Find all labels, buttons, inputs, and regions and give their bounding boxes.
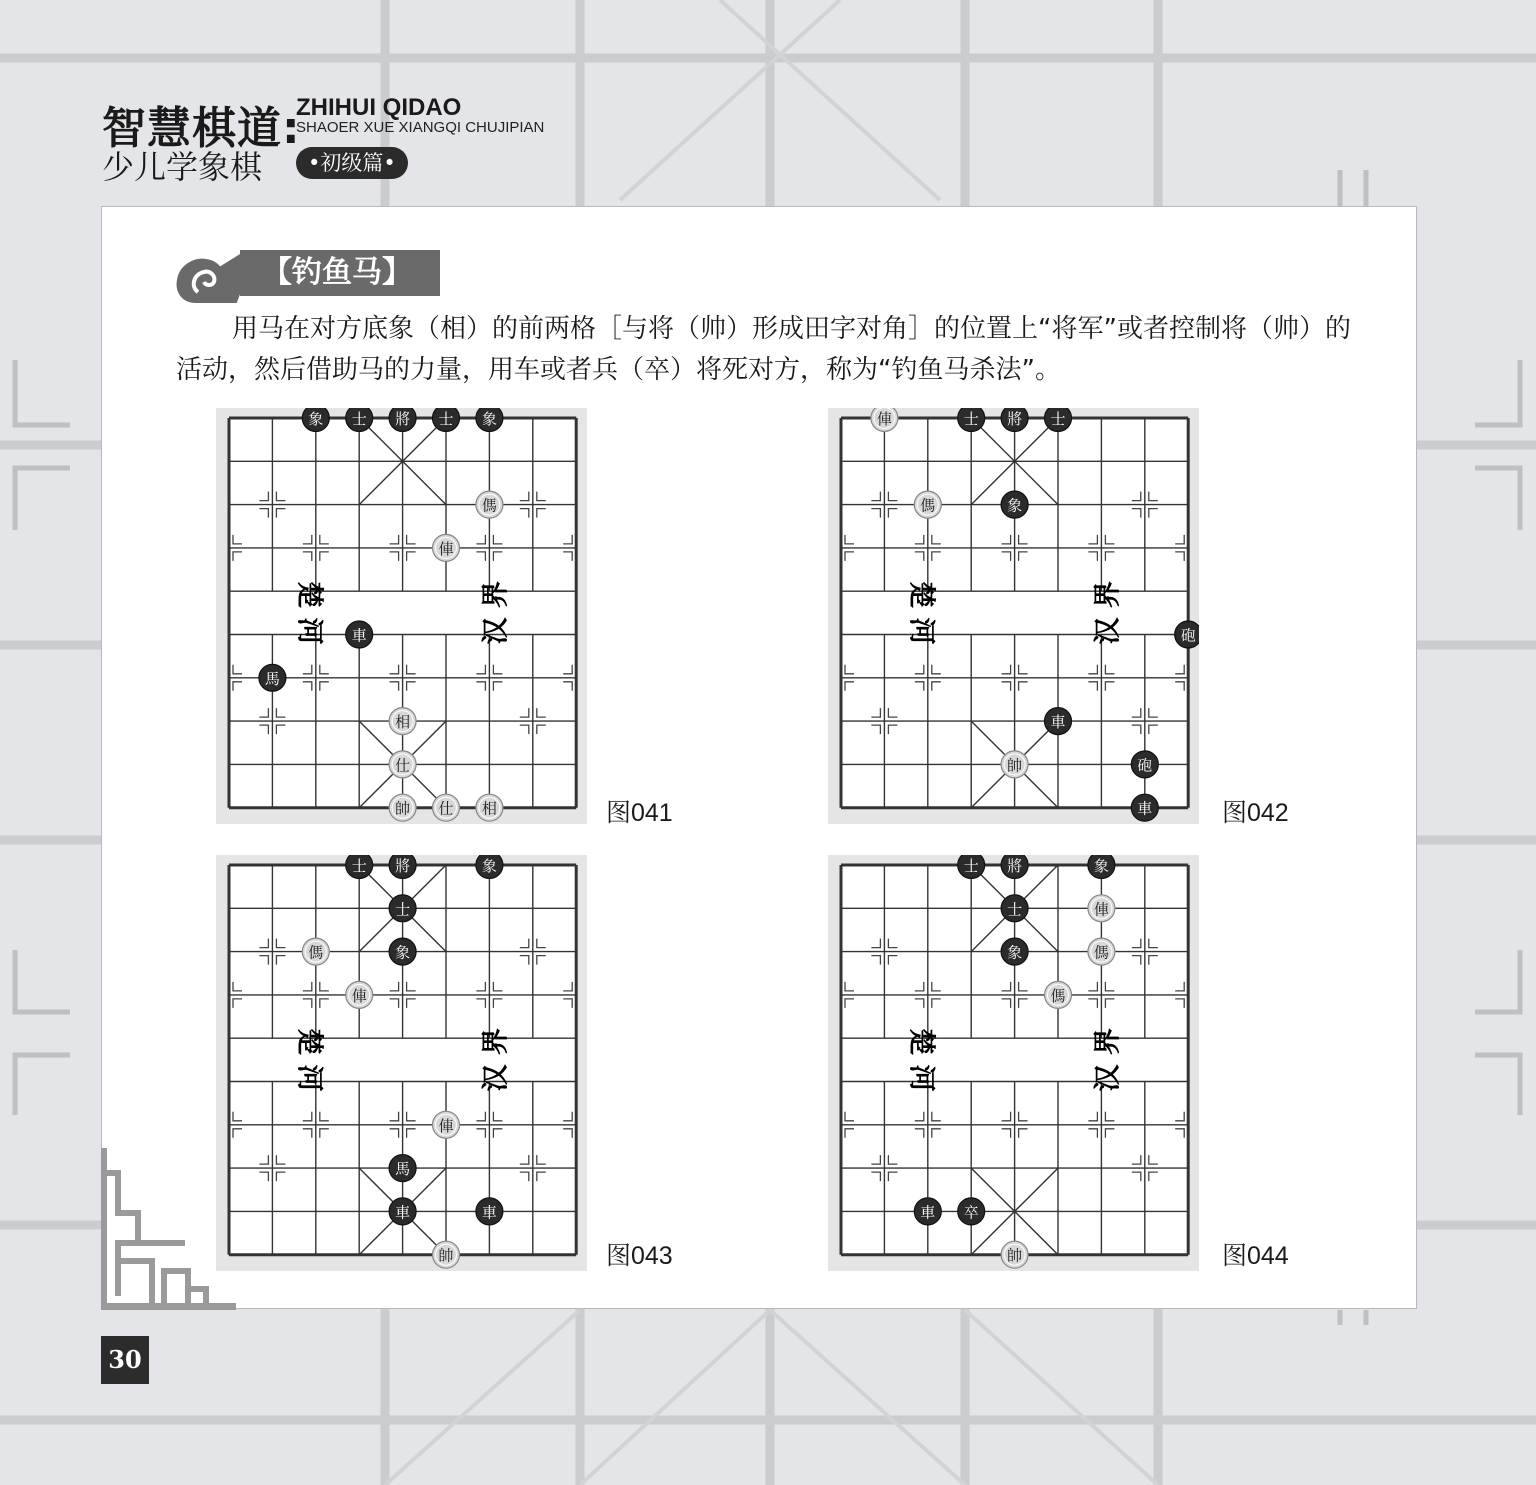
black-piece: [1001, 855, 1028, 879]
figure-caption-044: 图044: [1222, 1242, 1289, 1270]
piece-label: 砲: [1137, 756, 1153, 775]
black-piece: [389, 855, 416, 879]
black-piece: [958, 408, 985, 432]
black-piece: [476, 408, 503, 432]
piece-label: 俥: [438, 1116, 454, 1135]
piece-label: 帥: [438, 1246, 454, 1265]
red-piece: [1088, 895, 1115, 922]
red-piece: [476, 794, 503, 821]
black-piece: [433, 408, 460, 432]
black-piece: [389, 1155, 416, 1182]
red-piece: [1001, 751, 1028, 778]
black-piece: [1045, 708, 1072, 735]
piece-label: 傌: [308, 943, 324, 962]
river-label-left: 楚 河: [293, 581, 325, 645]
piece-label: 士: [1007, 900, 1023, 919]
river-label-right: 汉 界: [480, 1028, 512, 1092]
black-piece: [1001, 408, 1028, 432]
piece-label: 傌: [920, 496, 936, 515]
page-number: 30: [101, 1336, 149, 1384]
black-piece: [1131, 794, 1158, 821]
black-piece: [389, 1198, 416, 1225]
piece-label: 馬: [264, 669, 280, 688]
xiangqi-board-041: [216, 408, 587, 824]
piece-label: 相: [395, 713, 411, 732]
piece-label: 象: [395, 943, 411, 962]
black-piece: [1001, 491, 1028, 518]
piece-label: 馬: [395, 1160, 411, 1179]
piece-label: 傌: [1093, 943, 1109, 962]
black-piece: [346, 408, 373, 432]
piece-label: 將: [395, 410, 411, 428]
red-piece: [433, 534, 460, 561]
red-piece: [871, 408, 898, 432]
piece-label: 士: [963, 410, 979, 428]
piece-label: 傌: [1050, 986, 1066, 1005]
piece-label: 象: [308, 410, 324, 428]
river-label-left: 楚 河: [905, 1028, 937, 1092]
book-subtitle-cn: 少儿学象棋: [102, 148, 263, 186]
black-piece: [346, 621, 373, 648]
piece-label: 帥: [1007, 1246, 1023, 1265]
black-piece: [346, 855, 373, 879]
piece-label: 俥: [1093, 900, 1109, 919]
piece-label: 俥: [876, 410, 892, 428]
piece-label: 將: [1007, 410, 1023, 428]
figure-caption-042: 图042: [1222, 799, 1289, 827]
piece-label: 車: [1050, 713, 1066, 732]
piece-label: 象: [481, 857, 497, 875]
piece-label: 車: [481, 1203, 497, 1222]
red-piece: [346, 981, 373, 1008]
black-piece: [1175, 621, 1199, 648]
black-piece: [389, 895, 416, 922]
black-piece: [476, 855, 503, 879]
red-piece: [1001, 1241, 1028, 1268]
piece-label: 仕: [395, 756, 411, 775]
black-piece: [389, 938, 416, 965]
section-title: 【钓鱼马】: [240, 250, 440, 296]
river-label-left: 楚 河: [293, 1028, 325, 1092]
black-piece: [302, 408, 329, 432]
piece-label: 車: [351, 626, 367, 645]
section-paragraph: 用马在对方底象（相）的前两格［与将（帅）形成田字对角］的位置上“将军”或者控制将（帅）的活动，然后借助马的力量，用车或者兵（卒）将死对方，称为“钓鱼马杀法”。: [176, 314, 1351, 385]
piece-label: 仕: [438, 799, 454, 818]
black-piece: [958, 855, 985, 879]
red-piece: [302, 938, 329, 965]
black-piece: [1045, 408, 1072, 432]
red-piece: [433, 1111, 460, 1138]
river-label-right: 汉 界: [480, 581, 512, 645]
piece-label: 象: [481, 410, 497, 428]
piece-label: 士: [963, 857, 979, 875]
piece-label: 士: [351, 410, 367, 428]
red-piece: [433, 1241, 460, 1268]
river-label-right: 汉 界: [1092, 1028, 1124, 1092]
book-title-en: ZHIHUI QIDAO: [296, 94, 462, 121]
piece-label: 俥: [351, 986, 367, 1005]
piece-label: 車: [920, 1203, 936, 1222]
piece-label: 相: [481, 799, 497, 818]
black-piece: [1131, 751, 1158, 778]
black-piece: [476, 1198, 503, 1225]
river-label-left: 楚 河: [905, 581, 937, 645]
piece-label: 將: [1007, 857, 1023, 875]
xiangqi-board-042: [828, 408, 1199, 824]
red-piece: [914, 491, 941, 518]
book-title-cn: 智慧棋道:: [102, 103, 301, 154]
xiangqi-board-043: [216, 855, 587, 1271]
level-badge: •初级篇•: [296, 147, 408, 179]
black-piece: [259, 664, 286, 691]
piece-label: 士: [351, 857, 367, 875]
red-piece: [389, 794, 416, 821]
black-piece: [1001, 895, 1028, 922]
black-piece: [389, 408, 416, 432]
red-piece: [389, 751, 416, 778]
piece-label: 車: [395, 1203, 411, 1222]
xiangqi-board-044: [828, 855, 1199, 1271]
book-subtitle-en: SHAOER XUE XIANGQI CHUJIPIAN: [296, 119, 545, 136]
piece-label: 傌: [481, 496, 497, 515]
figure-caption-041: 图041: [606, 799, 673, 827]
black-piece: [958, 1198, 985, 1225]
piece-label: 象: [1007, 496, 1023, 515]
piece-label: 砲: [1180, 626, 1196, 645]
red-piece: [1088, 938, 1115, 965]
black-piece: [1088, 855, 1115, 879]
piece-label: 卒: [963, 1203, 979, 1222]
red-piece: [476, 491, 503, 518]
piece-label: 士: [438, 410, 454, 428]
black-piece: [914, 1198, 941, 1225]
figure-caption-043: 图043: [606, 1242, 673, 1270]
piece-label: 帥: [395, 799, 411, 818]
river-label-right: 汉 界: [1092, 581, 1124, 645]
piece-label: 帥: [1007, 756, 1023, 775]
piece-label: 士: [395, 900, 411, 919]
red-piece: [389, 708, 416, 735]
red-piece: [1045, 981, 1072, 1008]
piece-label: 車: [1137, 799, 1153, 818]
red-piece: [433, 794, 460, 821]
piece-label: 象: [1093, 857, 1109, 875]
piece-label: 俥: [438, 539, 454, 558]
piece-label: 士: [1050, 410, 1066, 428]
black-piece: [1001, 938, 1028, 965]
piece-label: 象: [1007, 943, 1023, 962]
piece-label: 將: [395, 857, 411, 875]
